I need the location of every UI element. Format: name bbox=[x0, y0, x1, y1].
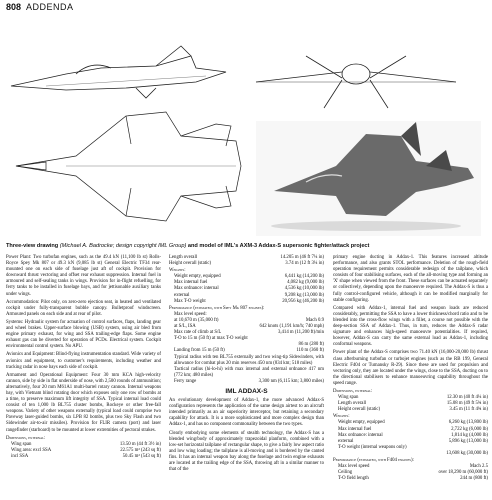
spec-row: at 10,670 m (35,000 ft) Mach 0.9 bbox=[174, 317, 324, 323]
spec-row: Length overall 14.205 m (46 ft 7¼ in) bbox=[169, 255, 324, 260]
column-3 bbox=[333, 255, 488, 482]
spec-row: Max ordnance: internal 1,814 kg (4,000 lb) bbox=[338, 432, 488, 438]
column-1 bbox=[6, 255, 161, 460]
paragraph: Avionics and Equipment: Blind-flying instrumentation standard. Wide variety of avionics and equipment, to customer's requirements, including weather and tracking radar in nose bays each side of cockpit. bbox=[6, 352, 161, 370]
plan-view bbox=[16, 112, 241, 221]
spec-row: Max T-O weight 20,956 kg (46,200 lb) bbox=[174, 298, 324, 304]
column-2 bbox=[169, 255, 324, 475]
page-number: 808 bbox=[6, 2, 22, 12]
spec-row: Wing span 13.50 m (44 ft 3½ in) bbox=[11, 441, 161, 447]
paragraph: Systems: Hydraulic system for actuation of control surfaces, flaps, landing gear and wheel brakes. Upper-surface blowing (USB) system, using air bled from engine primary exhaust, for wing and SSA trailing-edge flaps. Some engine exhaust gas can be diverted for operation of PCDs. Electrical system. Cockpit environmental control system. No APU. bbox=[6, 319, 161, 350]
spec-row: 13,608 kg (30,000 lb) bbox=[446, 450, 488, 456]
spec-row: Max rate of climb at S/L 3,414 m (11,200 ft)/min bbox=[174, 330, 324, 336]
section-title: ADDENDA bbox=[26, 2, 74, 12]
paragraph: Accommodation: Pilot only, on zero-zero ejection seat, in heated and ventilated cockpit under fully-transparent bubble canopy. Bulletproof windscreen. Armoured panels on each side and at rear of pilot. bbox=[6, 299, 161, 317]
dimensions-label: Dimensions, external: bbox=[333, 388, 373, 394]
paragraph: Power Plant: Two turbofan engines, such as the 49.4 kN (11,100 lb st) Rolls-Royce Spey Mk 807 or 49.3 kN (9,085 lb st) General Electric TF34 rear-mounted one on each side of fuselage just aft of cockpit. Provision for downward thrust vectoring and offset rear exhaust suppression. Internal fuel in armoured and self-sealing tanks in wings. Provision for in-flight refuelling, for ferry tanks to be installed in fuselage bays, and for jettisonable auxiliary tanks under wings. bbox=[6, 255, 161, 297]
paragraph: An evolutionary development of Addax-1, the more advanced Addax-S configuration represents the application of the same design airtest to an aircraft intended primarily as an air superiority interceptor, but retaining a secondary capability for attack. It is a more sophisticated and more complex design than Addax-1, and has no component commonality between the two types. bbox=[169, 398, 324, 428]
spec-row: T-O field length 244 m (800 ft) bbox=[338, 476, 488, 482]
spec-row: 86 m (280 ft) bbox=[298, 342, 324, 348]
spec-row-long: Typical radius with ten BL755 externally and two wing-tip Sidewinders, with allowance for combat plus 20 min reserves 450 nm (834 km; 518 miles) bbox=[174, 354, 324, 366]
spec-row: T-O weight (internal weapons only) bbox=[338, 444, 407, 450]
spec-row: Ceiling over 18,290 m (60,000 ft) bbox=[338, 470, 488, 476]
weights-label: Weights: bbox=[169, 268, 186, 274]
spec-row: external 5,896 kg (13,000 lb) bbox=[338, 438, 488, 444]
spec-row-long: Tactical radius (hi-lo-hi) with max internal and external ordnance 417 nm (772 km; 480 miles) bbox=[174, 366, 325, 378]
spec-row: external 9,208 kg (13,000 lb) bbox=[174, 292, 324, 298]
spec-row: incl SSA 50.45 m² (543 sq ft) bbox=[11, 453, 161, 459]
side-view bbox=[11, 46, 226, 98]
spec-row: Wing span 12.30 m (40 ft 4¼ in) bbox=[338, 395, 488, 401]
performance-label: Performance (estimated, with Spey Mk 807 engines): bbox=[169, 305, 265, 311]
spec-row: at S/L, ISA 642 knots (1,191 km/h; 740 mph) bbox=[174, 324, 324, 330]
caption-rest: and model of IML's AXM-3 Addax-S supersonic fighter/attack project bbox=[187, 243, 370, 249]
weights-label: Weights: bbox=[333, 414, 350, 420]
spec-row: Landing from 15 m (50 ft) 110 m (360 ft) bbox=[174, 348, 324, 354]
spec-row: T-O to 15 m (50 ft) at max T-O weight bbox=[174, 336, 248, 342]
aircraft-drawing bbox=[6, 16, 486, 241]
section-heading: IML ADDAX-S bbox=[225, 387, 268, 395]
dimensions-label: Dimensions, external: bbox=[6, 435, 46, 441]
caption-credit: (Michael A. Badrocke; design copyright IML Group) bbox=[59, 243, 187, 249]
spec-row: Max internal fuel 2,722 kg (6,000 lb) bbox=[338, 426, 488, 432]
paragraph: Armament and Operational Equipment: Four 30 mm KCA high-velocity cannon, side by side in flat underside of nose, with 2,500 rounds of ammunition; alternatively, four 20 mm M61A1 multi-barrel rotary cannon. Internal weapons bay, with Vietnam blind rotating door which exposes only one row of bombs at a time, to preserve maximum lift integrity of SSA. Typical internal load could consist of ten 1,000 lb BL755 cluster bombs, Rockeye or other free-fall weapons. Variety of other weapons externally (typical load could comprise two Paveway laser-guided bombs, six LPB 82 bombs, plus two Sky Flash and two Sidewinder air-to-air missiles). Provision for FLIR camera (port) and laser rangefinder (starboard) to be mounted at lower extremities of pectoral strakes. bbox=[6, 372, 161, 433]
figure-caption bbox=[6, 243, 488, 250]
paragraph: Compared with Addax-1, internal fuel and weapon loads are reduced considerably, permitting the SSA to have a lower thickness/chord ratio and to be blended into the cross-flow wings with a fillet, a course not possible with the deep-section SSA of Addax-1. Thus, in turn, reduces the Addax-S radar signature and enhances high-speed manoeuvre potentialities. If required, however, Addax-S can carry the same external load as Addax-1, including conformal weapons. bbox=[333, 305, 488, 348]
spec-row: Length overall 15.08 m (49 ft 5¾ in) bbox=[338, 401, 488, 407]
model-photo bbox=[256, 121, 481, 236]
caption-bold: Three-view drawing bbox=[6, 243, 59, 249]
spec-row: Weight empty, equipped 6,441 kg (14,200 lb) bbox=[174, 274, 324, 280]
paragraph: primary engine ducting in Addax-1. This features increased altitude performance, and also grants STOL performance. Deletion of the rough-field operation requirement permits considerable redesign of the tailplane, which consists of four stabilising surfaces, each of the all-moving type and forming an 'X' shape when viewed from the front. These surfaces can be actuated separately or collectively, depending upon the manoeuvre required. The Addax-S is thus a fully control-configured vehicle, although it can be modified marginally for stable configuring. bbox=[333, 255, 488, 303]
spec-row: Max level speed Mach 2.5 bbox=[338, 464, 488, 470]
spec-row: Weight empty, equipped 6,260 kg (13,800 lb) bbox=[338, 420, 488, 426]
spec-row: Max internal fuel 4,082 kg (9,000 lb) bbox=[174, 280, 324, 286]
three-view-drawing bbox=[6, 16, 486, 241]
performance-label: Performance (estimated, with F404 engines): bbox=[333, 458, 414, 463]
spec-row: Height overall (static) 3.74 m (12 ft 3¼ in) bbox=[169, 261, 324, 267]
paragraph: Clearly embodying some elements of stealth technology, the Addax-S has a blended wing/body of approximately trapezoidal planform, combined with a low-set horizontal tailplane of rectangular shape, to give a fairly low aspect ratio and low wing loading; the tailplane is all-moving and is bordered by the canted fins. It has an internal weapon bay along the fuselage and twin engine exhausts are located at the trailing edge of the SSA, throwing aft in a similar manner to that of the bbox=[169, 430, 324, 473]
spec-row: Max ordnance: internal 4,536 kg (10,000 lb) bbox=[174, 286, 324, 292]
spec-row: Height overall (static) 3.45 m (11 ft 4¾ in) bbox=[338, 407, 488, 413]
spec-row: Wing area: excl SSA 22.575 m² (243 sq ft) bbox=[11, 447, 161, 453]
paragraph: Power plant of the Addax-S comprises two 71.40 kN (16,000-20,000 lb) thrust class afterburning turbofan or turbojet engines (such as the RB 199, General Electric F404 or Tumansky R-29). Since these are used for propulsion and vectoring only, they are located under the wings, close to the SSA, ducting on to the directional stabilisers to enhance manoeuvring capability throughout the speed range. bbox=[333, 350, 488, 386]
spec-row: Max level speed: bbox=[174, 311, 207, 317]
spec-row: Ferry range 3,300 nm (6,115 km; 3,800 miles) bbox=[174, 378, 324, 384]
front-view bbox=[256, 56, 456, 108]
